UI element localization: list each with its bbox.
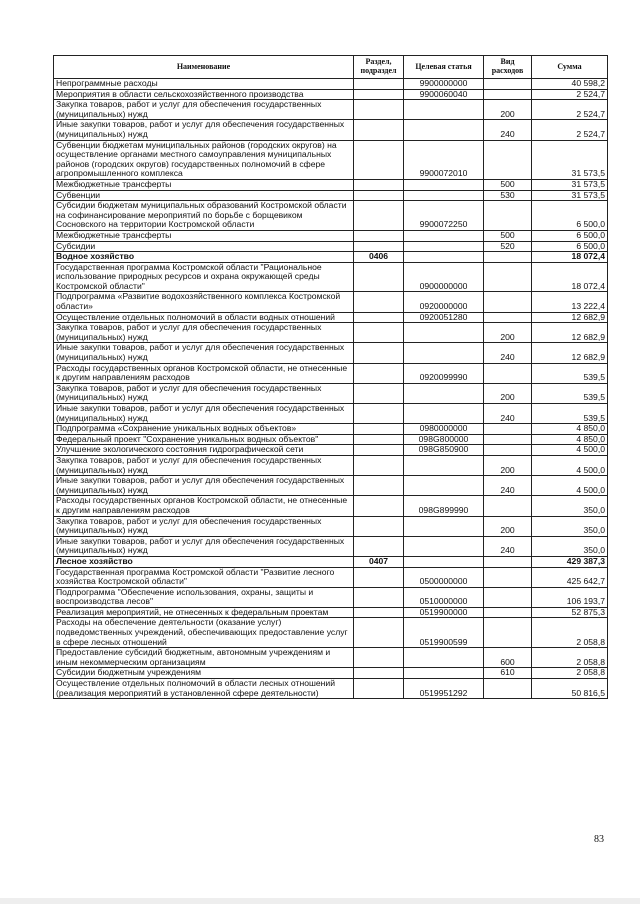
cell-sum: 50 816,5 [532, 679, 608, 699]
cell-sum: 350,0 [532, 536, 608, 556]
cell-name: Иные закупки товаров, работ и услуг для обеспечения государственных (муниципальных) нужд [54, 476, 354, 496]
cell-target [404, 323, 484, 343]
cell-section [354, 343, 404, 363]
table-row [54, 179, 608, 190]
table-row [54, 496, 608, 516]
cell-target [404, 383, 484, 403]
cell-sum: 4 500,0 [532, 455, 608, 475]
cell-sum: 2 524,7 [532, 100, 608, 120]
cell-name: Иные закупки товаров, работ и услуг для обеспечения государственных (муниципальных) нужд [54, 120, 354, 140]
cell-section [354, 120, 404, 140]
table-row [54, 516, 608, 536]
table-row [54, 140, 608, 179]
cell-name: Государственная программа Костромской области "Развитие лесного хозяйства Костромской области" [54, 567, 354, 587]
table-row [54, 476, 608, 496]
cell-target [404, 190, 484, 201]
budget-table [53, 55, 608, 699]
cell-name: Межбюджетные трансферты [54, 230, 354, 241]
cell-section [354, 312, 404, 323]
table-row [54, 343, 608, 363]
cell-sum: 4 850,0 [532, 424, 608, 435]
cell-target: 098G850900 [404, 445, 484, 456]
cell-sum: 12 682,9 [532, 343, 608, 363]
table-row [54, 201, 608, 231]
cell-target: 9900060040 [404, 89, 484, 100]
table-row [54, 536, 608, 556]
cell-target: 0920099990 [404, 363, 484, 383]
cell-sum: 106 193,7 [532, 587, 608, 607]
cell-sum: 18 072,4 [532, 262, 608, 292]
cell-name: Закупка товаров, работ и услуг для обеспечения государственных (муниципальных) нужд [54, 516, 354, 536]
table-row [54, 556, 608, 567]
table-header-row [54, 56, 608, 79]
table-row [54, 383, 608, 403]
cell-name: Расходы государственных органов Костромской области, не отнесенные к другим направлениям расходов [54, 363, 354, 383]
cell-name: Субсидии [54, 241, 354, 252]
cell-section [354, 292, 404, 312]
cell-section [354, 648, 404, 668]
cell-name: Закупка товаров, работ и услуг для обеспечения государственных (муниципальных) нужд [54, 323, 354, 343]
cell-sum: 2 524,7 [532, 89, 608, 100]
cell-section [354, 190, 404, 201]
cell-section [354, 262, 404, 292]
cell-name: Лесное хозяйство [54, 556, 354, 567]
cell-type [484, 496, 532, 516]
cell-target: 0980000000 [404, 424, 484, 435]
cell-section [354, 363, 404, 383]
table-row [54, 668, 608, 679]
cell-type: 200 [484, 323, 532, 343]
table-row [54, 190, 608, 201]
cell-type [484, 140, 532, 179]
cell-target: 9900000000 [404, 79, 484, 90]
cell-sum: 31 573,5 [532, 190, 608, 201]
cell-name: Непрограммные расходы [54, 79, 354, 90]
cell-type: 240 [484, 343, 532, 363]
cell-type [484, 434, 532, 445]
cell-section [354, 445, 404, 456]
header-target: Целевая статья [404, 56, 484, 79]
cell-type: 200 [484, 455, 532, 475]
cell-section [354, 476, 404, 496]
cell-target [404, 648, 484, 668]
cell-section [354, 455, 404, 475]
cell-section [354, 140, 404, 179]
table-row [54, 607, 608, 618]
cell-sum: 31 573,5 [532, 179, 608, 190]
cell-target: 098G800000 [404, 434, 484, 445]
cell-name: Осуществление отдельных полномочий в области водных отношений [54, 312, 354, 323]
table-row [54, 679, 608, 699]
cell-section [354, 383, 404, 403]
cell-target: 0900000000 [404, 262, 484, 292]
cell-type [484, 445, 532, 456]
cell-name: Иные закупки товаров, работ и услуг для обеспечения государственных (муниципальных) нужд [54, 404, 354, 424]
cell-sum: 539,5 [532, 363, 608, 383]
cell-sum: 6 500,0 [532, 201, 608, 231]
cell-type [484, 201, 532, 231]
cell-target: 0519951292 [404, 679, 484, 699]
cell-name: Подпрограмма «Развитие водохозяйственного комплекса Костромской области» [54, 292, 354, 312]
cell-sum: 40 598,2 [532, 79, 608, 90]
cell-sum: 350,0 [532, 496, 608, 516]
cell-target [404, 455, 484, 475]
cell-target: 0500000000 [404, 567, 484, 587]
cell-sum: 4 850,0 [532, 434, 608, 445]
cell-type [484, 567, 532, 587]
table-row [54, 120, 608, 140]
cell-name: Осуществление отдельных полномочий в области лесных отношений (реализация мероприятий в установленной сфере деятельности) [54, 679, 354, 699]
cell-sum: 425 642,7 [532, 567, 608, 587]
header-name: Наименование [54, 56, 354, 79]
cell-name: Иные закупки товаров, работ и услуг для обеспечения государственных (муниципальных) нужд [54, 536, 354, 556]
table-row [54, 230, 608, 241]
cell-name: Предоставление субсидий бюджетным, автономным учреждениям и иным некоммерческим организациям [54, 648, 354, 668]
cell-type: 610 [484, 668, 532, 679]
table-row [54, 312, 608, 323]
cell-target: 9900072010 [404, 140, 484, 179]
table-row [54, 455, 608, 475]
cell-target [404, 230, 484, 241]
cell-sum: 4 500,0 [532, 445, 608, 456]
header-section: Раздел, подраздел [354, 56, 404, 79]
cell-type [484, 89, 532, 100]
page-number: 83 [594, 834, 604, 845]
cell-type: 500 [484, 179, 532, 190]
cell-section [354, 100, 404, 120]
cell-type [484, 587, 532, 607]
cell-target [404, 536, 484, 556]
cell-name: Реализация мероприятий, не отнесенных к федеральным проектам [54, 607, 354, 618]
table-row [54, 252, 608, 263]
cell-type [484, 424, 532, 435]
cell-name: Субсидии бюджетам муниципальных образований Костромской области на софинансирование мероприятий по борьбе с борщевиком Сосновского на территории Костромской области [54, 201, 354, 231]
cell-type: 500 [484, 230, 532, 241]
cell-type: 600 [484, 648, 532, 668]
cell-sum: 12 682,9 [532, 323, 608, 343]
cell-section [354, 496, 404, 516]
cell-type: 200 [484, 383, 532, 403]
table-row [54, 445, 608, 456]
table-row [54, 241, 608, 252]
cell-sum: 52 875,3 [532, 607, 608, 618]
cell-type [484, 252, 532, 263]
cell-name: Федеральный проект "Сохранение уникальных водных объектов" [54, 434, 354, 445]
table-row [54, 262, 608, 292]
table-row [54, 587, 608, 607]
cell-type: 240 [484, 404, 532, 424]
cell-name: Государственная программа Костромской области "Рациональное использование природных ресурсов и охрана окружающей среды Костромской области" [54, 262, 354, 292]
cell-target [404, 516, 484, 536]
cell-target: 0510000000 [404, 587, 484, 607]
cell-type: 240 [484, 536, 532, 556]
cell-sum: 6 500,0 [532, 241, 608, 252]
cell-name: Улучшение экологического состояния гидрографической сети [54, 445, 354, 456]
table-row [54, 292, 608, 312]
table-row [54, 363, 608, 383]
scan-edge [0, 898, 640, 904]
cell-sum: 31 573,5 [532, 140, 608, 179]
cell-name: Расходы на обеспечение деятельности (оказание услуг) подведомственных учреждений, обеспечивающих предоставление услуг в сфере лесных отношений [54, 618, 354, 648]
cell-sum: 12 682,9 [532, 312, 608, 323]
cell-target: 0920051280 [404, 312, 484, 323]
table-row [54, 100, 608, 120]
cell-type [484, 262, 532, 292]
cell-section [354, 323, 404, 343]
cell-type [484, 292, 532, 312]
cell-target: 9900072250 [404, 201, 484, 231]
table-row [54, 567, 608, 587]
cell-section [354, 404, 404, 424]
cell-type [484, 556, 532, 567]
table-body [54, 79, 608, 699]
cell-target: 0519900599 [404, 618, 484, 648]
cell-type: 200 [484, 516, 532, 536]
cell-section: 0407 [354, 556, 404, 567]
cell-name: Расходы государственных органов Костромской области, не отнесенные к другим направлениям расходов [54, 496, 354, 516]
cell-section [354, 679, 404, 699]
cell-section [354, 516, 404, 536]
cell-target [404, 404, 484, 424]
cell-target [404, 179, 484, 190]
cell-target [404, 343, 484, 363]
cell-target: 0920000000 [404, 292, 484, 312]
cell-section [354, 587, 404, 607]
cell-type [484, 679, 532, 699]
table-row [54, 424, 608, 435]
cell-name: Подпрограмма «Сохранение уникальных водных объектов» [54, 424, 354, 435]
cell-section [354, 618, 404, 648]
cell-sum: 4 500,0 [532, 476, 608, 496]
cell-type: 240 [484, 120, 532, 140]
cell-target [404, 556, 484, 567]
cell-type [484, 607, 532, 618]
cell-type [484, 618, 532, 648]
cell-section [354, 668, 404, 679]
cell-name: Субвенции бюджетам муниципальных районов (городских округов) на осуществление органами местного самоуправления муниципальных районов (городских округов) государственных полномочий в сфере агропромышленного комплекса [54, 140, 354, 179]
header-type: Вид расходов [484, 56, 532, 79]
cell-name: Водное хозяйство [54, 252, 354, 263]
cell-section [354, 434, 404, 445]
cell-section [354, 424, 404, 435]
cell-target [404, 252, 484, 263]
cell-sum: 6 500,0 [532, 230, 608, 241]
table-row [54, 79, 608, 90]
cell-name: Мероприятия в области сельскохозяйственного производства [54, 89, 354, 100]
cell-target [404, 100, 484, 120]
cell-section [354, 201, 404, 231]
cell-section [354, 567, 404, 587]
header-sum: Сумма [532, 56, 608, 79]
cell-sum: 2 058,8 [532, 618, 608, 648]
cell-sum: 539,5 [532, 383, 608, 403]
cell-target [404, 476, 484, 496]
cell-section [354, 89, 404, 100]
cell-type [484, 363, 532, 383]
cell-section [354, 179, 404, 190]
table-row [54, 648, 608, 668]
cell-type: 200 [484, 100, 532, 120]
cell-section: 0406 [354, 252, 404, 263]
cell-sum: 13 222,4 [532, 292, 608, 312]
cell-name: Закупка товаров, работ и услуг для обеспечения государственных (муниципальных) нужд [54, 100, 354, 120]
table-row [54, 434, 608, 445]
cell-sum: 2 058,8 [532, 668, 608, 679]
cell-target [404, 241, 484, 252]
cell-type: 240 [484, 476, 532, 496]
cell-name: Субвенции [54, 190, 354, 201]
cell-name: Закупка товаров, работ и услуг для обеспечения государственных (муниципальных) нужд [54, 455, 354, 475]
cell-sum: 2 524,7 [532, 120, 608, 140]
cell-sum: 2 058,8 [532, 648, 608, 668]
cell-sum: 350,0 [532, 516, 608, 536]
cell-target: 0519900000 [404, 607, 484, 618]
cell-name: Подпрограмма "Обеспечение использования, охраны, защиты и воспроизводства лесов" [54, 587, 354, 607]
table-row [54, 618, 608, 648]
cell-type: 530 [484, 190, 532, 201]
cell-sum: 539,5 [532, 404, 608, 424]
cell-sum: 429 387,3 [532, 556, 608, 567]
cell-target: 098G899990 [404, 496, 484, 516]
cell-name: Субсидии бюджетным учреждениям [54, 668, 354, 679]
cell-section [354, 241, 404, 252]
cell-section [354, 536, 404, 556]
cell-type: 520 [484, 241, 532, 252]
cell-target [404, 668, 484, 679]
cell-type [484, 79, 532, 90]
cell-section [354, 607, 404, 618]
cell-type [484, 312, 532, 323]
cell-section [354, 79, 404, 90]
cell-sum: 18 072,4 [532, 252, 608, 263]
cell-name: Иные закупки товаров, работ и услуг для обеспечения государственных (муниципальных) нужд [54, 343, 354, 363]
table-row [54, 404, 608, 424]
table-row [54, 323, 608, 343]
cell-target [404, 120, 484, 140]
table-row [54, 89, 608, 100]
cell-name: Межбюджетные трансферты [54, 179, 354, 190]
cell-section [354, 230, 404, 241]
cell-name: Закупка товаров, работ и услуг для обеспечения государственных (муниципальных) нужд [54, 383, 354, 403]
